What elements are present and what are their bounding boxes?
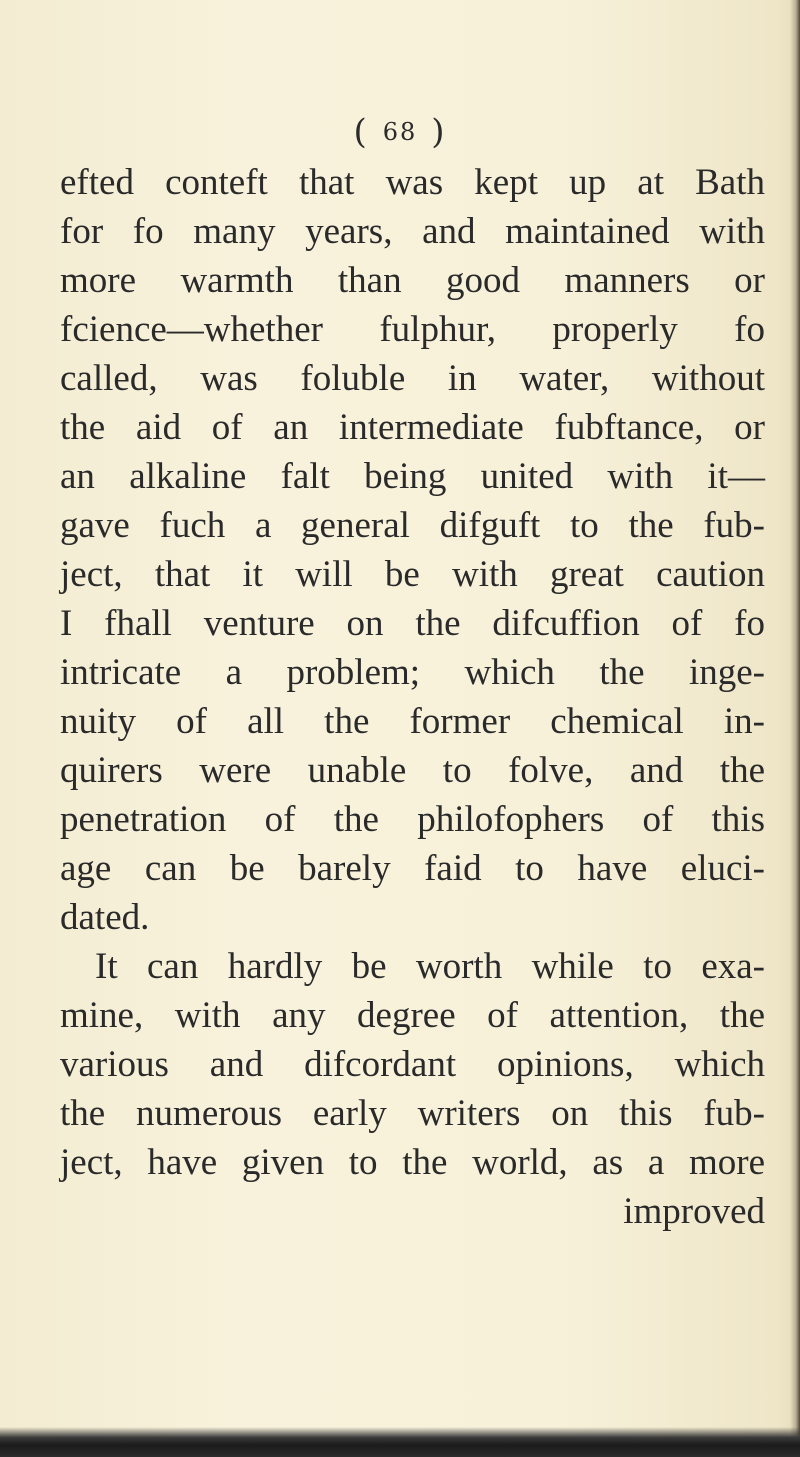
text-line: efted conteft that was kept up at Bath: [60, 162, 765, 203]
text-line: fcience—whether fulphur, properly fo: [60, 309, 765, 350]
scan-bottom-band: [0, 1427, 800, 1457]
text-line: called, was foluble in water, without: [60, 358, 765, 399]
text-line: the aid of an intermediate fubftance, or: [60, 407, 765, 448]
text-line: I fhall venture on the difcuffion of fo: [60, 603, 765, 644]
text-line: age can be barely faid to have eluci-: [60, 848, 765, 889]
text-line: penetration of the philofophers of this: [60, 799, 765, 840]
text-line: more warmth than good manners or: [60, 260, 765, 301]
header-open-paren: (: [353, 112, 369, 152]
text-line: ject, that it will be with great caution: [60, 554, 765, 595]
text-line: intricate a problem; which the inge-: [60, 652, 765, 693]
text-line: quirers were unable to folve, and the: [60, 750, 765, 791]
catchword: improved: [623, 1191, 765, 1232]
text-line: dated.: [60, 897, 150, 938]
text-line: ject, have given to the world, as a more: [60, 1142, 765, 1183]
text-line: an alkaline falt being united with it—: [60, 456, 765, 497]
text-line: gave fuch a general difguft to the fub-: [60, 505, 765, 546]
text-line: mine, with any degree of attention, the: [60, 995, 765, 1036]
header-close-paren: ): [431, 112, 447, 152]
text-line: various and difcordant opinions, which: [60, 1044, 765, 1085]
text-line: It can hardly be worth while to exa-: [95, 946, 765, 987]
text-line: nuity of all the former chemical in-: [60, 701, 765, 742]
page-number: 68: [382, 118, 418, 146]
page-header: [0, 112, 800, 152]
page-edge-shadow: [790, 0, 800, 1457]
text-line: the numerous early writers on this fub-: [60, 1093, 765, 1134]
text-line: for fo many years, and maintained with: [60, 211, 765, 252]
